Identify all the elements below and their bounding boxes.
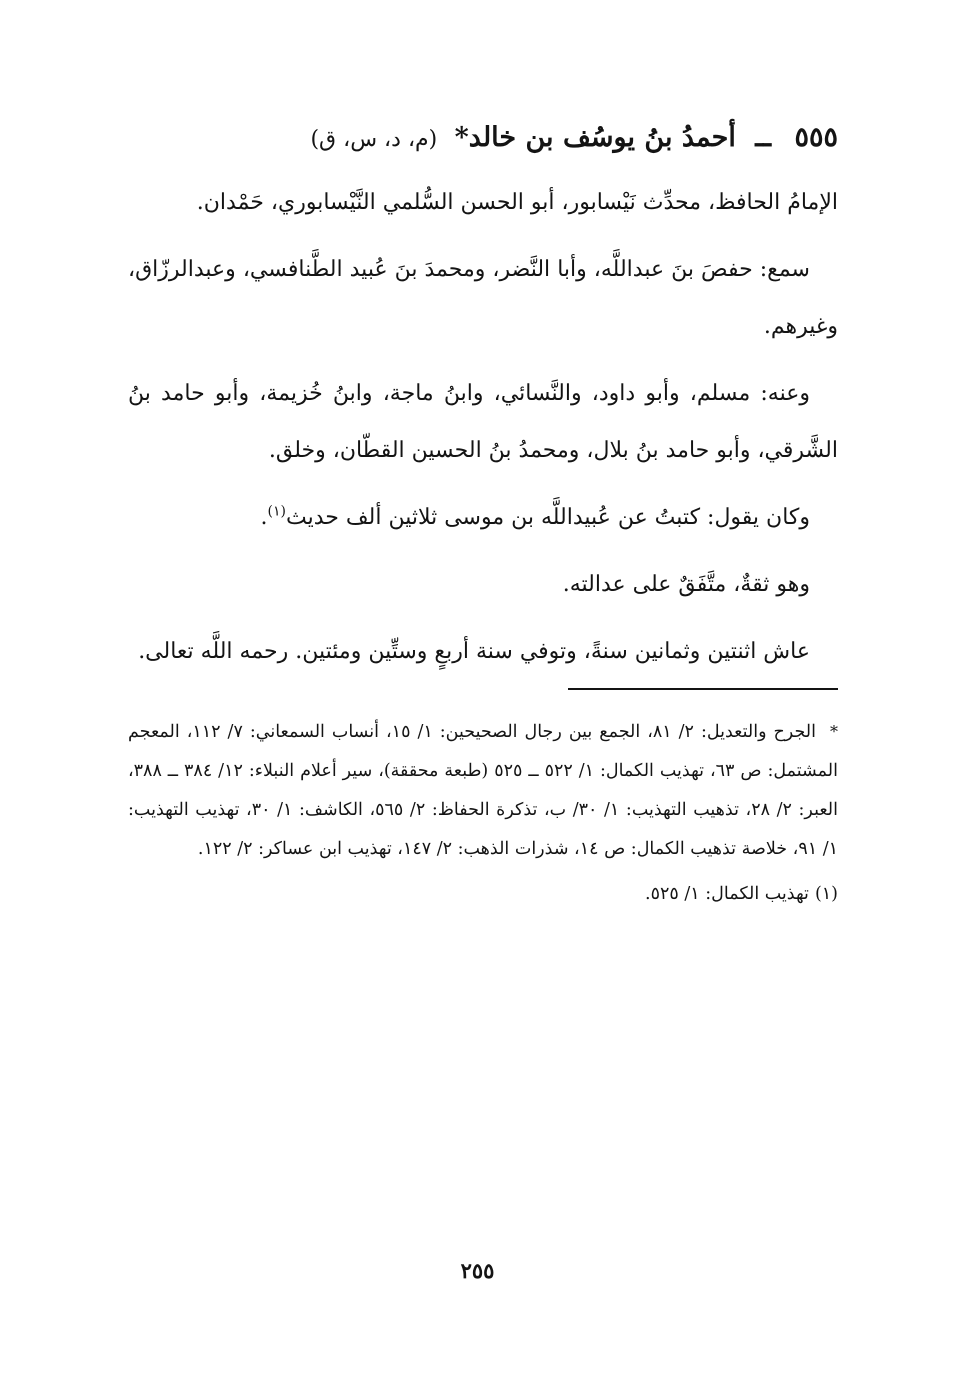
paragraph-teachers: سمع: حفصَ بنَ عبداللَّه، وأبا النَّضر، ومحمدَ بنَ عُبيد الطَّنافسي، وعبدالرزّاق، وغيرهم. [128,257,838,339]
footnotes [128,712,838,914]
entry-heading [128,118,838,160]
footnote-reference[interactable]: (١) [267,503,286,520]
paragraph-quote-end: . [260,505,268,530]
footnote-one [128,875,838,914]
entry-name: أحمدُ بنُ يوسُف بن خالد* [454,122,736,153]
paragraph-title: الإمامُ الحافظ، محدِّث نَيْسابور، أبو الحسن السُّلمي النَّيْسابوري، حَمْدان. [196,190,838,215]
entry-number: ٥٥٥ [794,122,838,153]
page-number: ٢٥٥ [460,1258,495,1283]
entry-dash: ــ [755,122,772,153]
paragraph-quote-text: وكان يقول: كتبتُ عن عُبيداللَّه بن موسى ثلاثين ألف حديث [286,505,810,530]
paragraph-quote [128,489,838,546]
footnote-one-number: (١) [814,884,838,904]
paragraph-students: وعنه: مسلم، وأبو داود، والنَّسائي، وابنُ ماجة، وابنُ خُزيمة، وأبو حامد بنُ الشَّرقي، وأبو حامد بنُ بلال، ومحمدُ بنُ الحسين القطّان، وخلق. [128,381,838,463]
entry-sigla: (م، د، س، ق) [310,127,438,152]
footnote-separator [568,688,838,690]
paragraph-reliability: وهو ثقةٌ، متَّفَقٌ على عدالته. [562,572,810,597]
paragraph-death: عاش اثنتين وثمانين سنةً، وتوفي سنة أربعٍ وستِّين ومئتين. رحمه اللَّه تعالى. [138,639,810,664]
page-body [128,118,838,914]
footnote-star: * [829,722,838,741]
footnote-sources-text: الجرح والتعديل: ٢/ ٨١، الجمع بين رجال الصحيحين: ١/ ١٥، أنساب السمعاني: ٧/ ١١٢، المعجم المشتمل: ص ٦٣، تهذيب الكمال: ١/ ٥٢٢ ــ ٥٢٥ (طبعة محققة)، سير أعلام النبلاء: ١٢/ ٣٨٤ ــ ٣٨٨، العبر: ٢/ ٢٨، تذهيب التهذيب: ١/ ٣٠/ ب، تذكرة الحفاظ: ٢/ ٥٦٥، الكاشف: ١/ ٣٠، تهذيب التهذيب: ١/ ٩١، خلاصة تذهيب الكمال: ص ١٤، شذرات الذهب: ٢/ ١٤٧، تهذيب ابن عساكر: ٢/ ١٢٢. [128,722,838,859]
footnote-one-text: تهذيب الكمال: ١/ ٥٢٥. [645,884,809,904]
footnote-sources [128,712,838,869]
